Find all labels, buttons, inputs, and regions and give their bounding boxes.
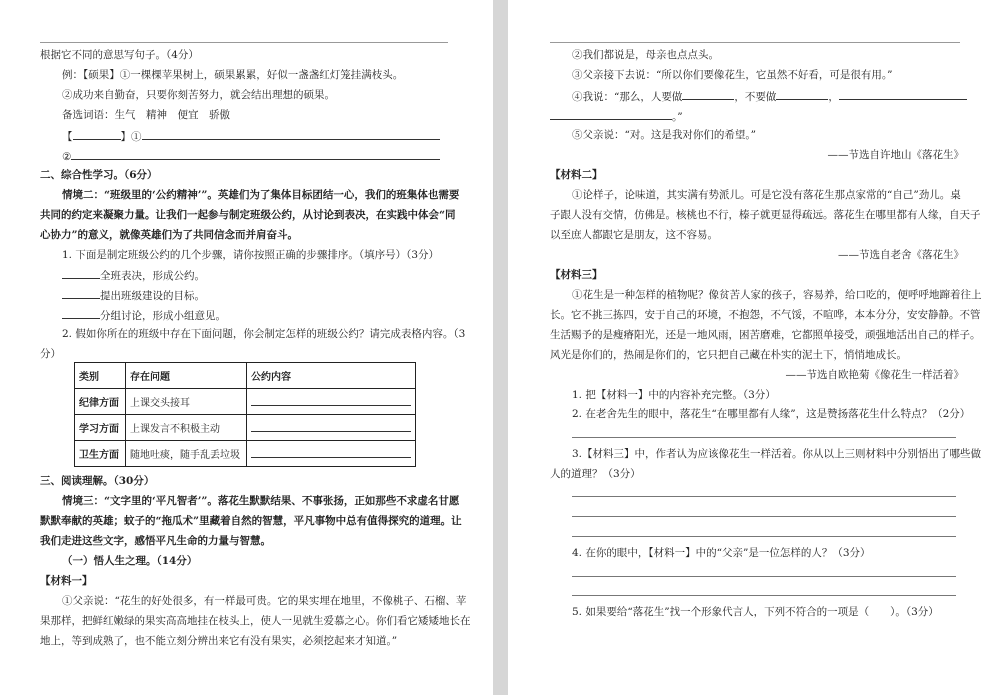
material-label: 【材料一】 (40, 575, 93, 587)
table-row (75, 389, 416, 415)
step-item: 全班表决，形成公约。 (62, 267, 205, 283)
material-label: 【材料二】 (550, 169, 603, 181)
table-header: 存在问题 (126, 363, 247, 389)
sentence-blank-2[interactable] (71, 148, 440, 160)
source-citation: ——节选自许地山《落花生》 (827, 149, 964, 161)
table-row (75, 415, 416, 441)
order-blank[interactable] (62, 307, 100, 319)
step-item: 提出班级建设的目标。 (62, 287, 205, 303)
word-options: 备选词语：生气 精神 便宜 骄傲 (62, 109, 230, 121)
example-line-2: ②成功来自勤奋，只要你刻苦努力，就会结出理想的硕果。 (62, 89, 335, 101)
material-text: 长。它不挑三拣四，安于自己的环境，不抱怨，不气馁，不喧哗，本本分分，安安静静。不管 (550, 309, 981, 321)
issue-cell: 上课发言不积极主动 (126, 415, 247, 441)
material-text: 地上，等到成熟了，也不能立刻分辨出来它有没有果实，必须挖起来才知道。” (40, 635, 398, 647)
scenario-text: 情境三：“文字里的‘平凡智者’”。落花生默默结果、不事张扬，正如那些不求虚名甘愿 (62, 495, 460, 507)
source-citation: ——节选自老舍《落花生》 (838, 249, 964, 261)
material-text: ⑤父亲说：“对。这是我对你们的希望。” (572, 129, 756, 141)
issue-cell: 上课交头接耳 (126, 389, 247, 415)
material-text: 子跟人没有交情，仿佛是。核桃也不行，榛子就更显得疏远。落花生在哪里都有人缘，自天子 (550, 209, 981, 221)
material-text: 风光是你们的，热闹是你们的，它只把自己藏在朴实的泥土下，悄悄地成长。 (550, 349, 907, 361)
step-item: 分组讨论，形成小组意见。 (62, 307, 226, 323)
material-text: ①父亲说：“花生的好处很多，有一样最可贵。它的果实埋在地里，不像桃子、石榴、苹 (62, 595, 467, 607)
document-page-right (508, 0, 1000, 695)
answer-line[interactable] (572, 595, 956, 596)
category-cell: 学习方面 (75, 415, 126, 441)
material-text: 果那样，把鲜红嫩绿的果实高高地挂在枝头上，使人一见就生爱慕之心。你们看它矮矮地长在 (40, 615, 471, 627)
question-5: 5. 如果要给“落花生”找一个形象代言人，下列不符合的一项是（ ）。（3分） (572, 606, 939, 618)
sentence-blank-1[interactable] (142, 128, 440, 140)
scenario-text: 心协力”的意义，就像英雄们为了共同信念而并肩奋斗。 (40, 229, 299, 241)
source-citation: ——节选自欧艳菊《像花生一样活着》 (785, 369, 964, 381)
question-4: 4. 在你的眼中，【材料一】中的“父亲”是一位怎样的人？（3分） (572, 547, 871, 559)
material-text: ③父亲接下去说：“所以你们要像花生，它虽然不好看，可是很有用。” (572, 69, 893, 81)
category-cell: 卫生方面 (75, 441, 126, 467)
convention-table (74, 362, 416, 467)
scenario-text: 我们走进这些文字，感悟平凡生命的力量与智慧。 (40, 535, 271, 547)
category-cell: 纪律方面 (75, 389, 126, 415)
header-rule (550, 42, 960, 43)
word-blank[interactable] (73, 128, 121, 140)
material-text: ①论样子，论味道，其实满有势派儿。可是它没有落花生那点家常的“自己”劲儿。桌 (572, 189, 961, 201)
order-blank[interactable] (62, 267, 100, 279)
answer-line[interactable] (572, 536, 956, 537)
answer-cell[interactable] (247, 441, 416, 467)
section-title: 三、阅读理解。（30分） (40, 475, 155, 487)
fill-blank-3[interactable] (839, 88, 967, 100)
section-title: 二、综合性学习。（6分） (40, 169, 158, 181)
material-text: 生活赐予的是瘦瘠阳光，还是一地风雨，困苦磨难，它都照单接受，顽强地活出自己的样子。 (550, 329, 981, 341)
answer-line-1 (62, 128, 440, 144)
question-3-cont: 人的道理？（3分） (550, 468, 641, 480)
scenario-text: 默默奉献的英雄；蚊子的“拖瓜术”里藏着自然的智慧，平凡事物中总有值得探究的道理。让 (40, 515, 462, 527)
material-text: 以至庶人都跟它是朋友，这不容易。 (550, 229, 718, 241)
question-3: 3.【材料三】中，作者认为应该像花生一样活着。你从以上三则材料中分别悟出了哪些做 (572, 448, 982, 460)
header-rule (40, 42, 448, 43)
question-2: 2. 假如你所在的班级中存在下面问题，你会制定怎样的班级公约？请完成表格内容。（3 (62, 328, 466, 340)
example-line: 例：【硕果】①一棵棵苹果树上，硕果累累，好似一盏盏红灯笼挂满枝头。 (62, 69, 404, 81)
table-header: 类别 (75, 363, 126, 389)
answer-line[interactable] (572, 516, 956, 517)
fill-blank-1[interactable] (682, 88, 734, 100)
circle-number: ② (62, 151, 72, 163)
document-page-left (0, 0, 493, 695)
question-text: 根据它不同的意思写句子。（4分） (40, 49, 199, 61)
issue-cell: 随地吐痰，随手乱丢垃圾 (126, 441, 247, 467)
answer-cell[interactable] (247, 389, 416, 415)
fill-blank-2[interactable] (776, 88, 828, 100)
material-text: ①花生是一种怎样的植物呢？像贫苦人家的孩子，容易养，给口吃的，便呼呼地蹿着往上 (572, 289, 982, 301)
answer-line[interactable] (572, 496, 956, 497)
table-row (75, 441, 416, 467)
fill-in-line-cont: 。” (550, 108, 683, 124)
question-2-cont: 分） (40, 348, 61, 360)
table-header-row (75, 363, 416, 389)
order-blank[interactable] (62, 287, 100, 299)
scenario-text: 情境二：“班级里的‘公约精神’”。英雄们为了集体目标团结一心，我们的班集体也需要 (62, 189, 460, 201)
answer-cell[interactable] (247, 415, 416, 441)
table-header: 公约内容 (247, 363, 416, 389)
question-2: 2. 在老舍先生的眼中，落花生“在哪里都有人缘”，这是赞扬落花生什么特点？（2分） (572, 408, 971, 420)
scenario-text: 共同的约定来凝聚力量。让我们一起参与制定班级公约，从讨论到表决，在实践中体会“同 (40, 209, 456, 221)
question-1: 1. 下面是制定班级公约的几个步骤，请你按照正确的步骤排序。（填序号）（3分） (62, 249, 440, 261)
page-gap (493, 0, 508, 695)
answer-line-2 (62, 148, 440, 164)
subsection-title: （一）悟人生之理。（14分） (62, 555, 198, 567)
answer-line[interactable] (572, 437, 956, 438)
fill-blank-4[interactable] (550, 108, 672, 120)
bracket-open: 【 (62, 131, 73, 143)
answer-line[interactable] (572, 576, 956, 577)
fill-in-line: ④我说：“那么，人要做 ，不要做 ， (572, 88, 967, 104)
question-1: 1. 把【材料一】中的内容补充完整。（3分） (572, 389, 776, 401)
material-text: ②我们都说是，母亲也点点头。 (572, 49, 719, 61)
bracket-close: 】① (120, 131, 142, 143)
material-label: 【材料三】 (550, 269, 603, 281)
